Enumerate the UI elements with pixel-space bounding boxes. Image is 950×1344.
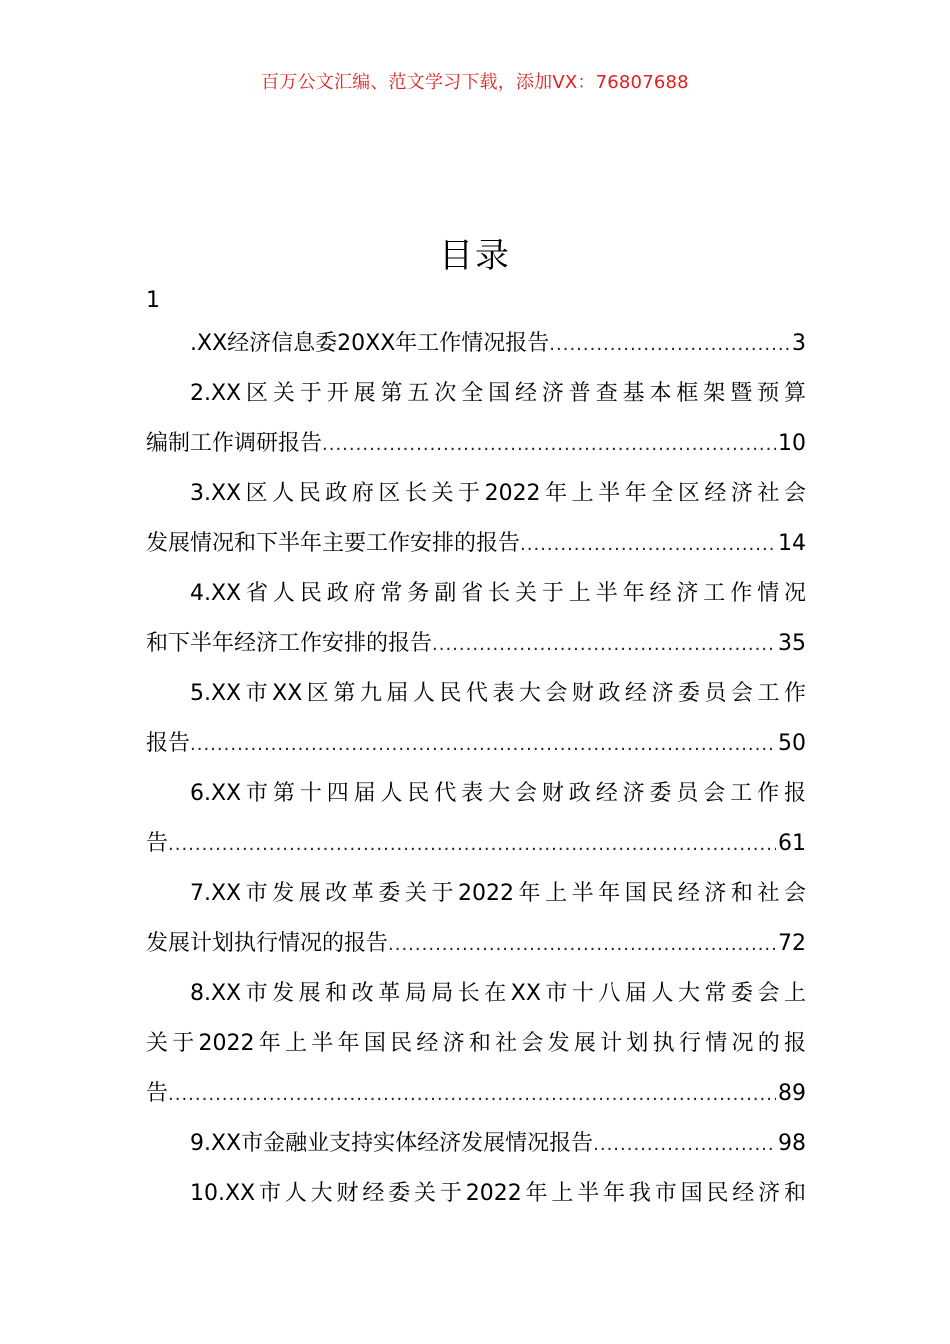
toc-page-number: 14 xyxy=(778,531,806,556)
toc-entry-line: 关于2022年上半年国民经济和社会发展计划执行情况的报 xyxy=(146,1031,806,1056)
toc-entry[interactable] xyxy=(146,369,806,469)
toc-entry-last-line xyxy=(146,1069,806,1119)
toc-entry-title: 发展情况和下半年主要工作安排的报告 xyxy=(146,531,521,556)
toc-dot-leader xyxy=(432,620,776,669)
toc-lead-number: 1 xyxy=(146,288,160,313)
toc-entry-line: 2.XX区关于开展第五次全国经济普查基本框架暨预算 xyxy=(190,381,806,406)
toc-page-number: 72 xyxy=(778,931,806,956)
toc-dot-leader xyxy=(190,720,776,769)
toc-dot-leader xyxy=(388,920,776,969)
toc-entry[interactable] xyxy=(146,969,806,1119)
toc-entries xyxy=(146,319,806,1219)
toc-entry[interactable] xyxy=(146,319,806,369)
toc-entry-last-line xyxy=(146,319,806,369)
toc-entry-title: 告 xyxy=(146,831,169,856)
toc-entry-title: 报告 xyxy=(146,731,191,756)
toc-dot-leader xyxy=(322,420,776,469)
toc-entry-title: 发展计划执行情况的报告 xyxy=(146,931,389,956)
toc-entry-title: 和下半年经济工作安排的报告 xyxy=(146,631,433,656)
toc-entry[interactable] xyxy=(146,669,806,769)
toc-entry[interactable] xyxy=(146,869,806,969)
toc-entry-title: 9.XX市金融业支持实体经济发展情况报告 xyxy=(190,1131,594,1156)
toc-entry-title: 告 xyxy=(146,1081,169,1106)
page-title: 目录 xyxy=(439,236,511,276)
toc-entry-last-line xyxy=(146,919,806,969)
toc-page-number: 3 xyxy=(792,331,806,356)
toc-entry-last-line xyxy=(146,619,806,669)
toc-page-number: 98 xyxy=(778,1131,806,1156)
toc-entry[interactable] xyxy=(146,769,806,869)
toc-entry-line: 10.XX市人大财经委关于2022年上半年我市国民经济和 xyxy=(190,1181,806,1206)
toc-entry-line: 5.XX市XX区第九届人民代表大会财政经济委员会工作 xyxy=(190,681,806,706)
toc-page-number: 50 xyxy=(778,731,806,756)
toc-page-number: 35 xyxy=(778,631,806,656)
toc-entry[interactable] xyxy=(146,1169,806,1219)
toc-entry-last-line xyxy=(146,419,806,469)
toc-entry[interactable] xyxy=(146,1119,806,1169)
table-of-contents xyxy=(146,283,806,1219)
toc-entry-title: .XX经济信息委20XX年工作情况报告 xyxy=(190,331,550,356)
toc-entry[interactable] xyxy=(146,569,806,669)
toc-dot-leader xyxy=(168,820,776,869)
watermark-header: 百万公文汇编、范文学习下载，添加VX：76807688 xyxy=(261,72,689,93)
toc-entry-line: 7.XX市发展改革委关于2022年上半年国民经济和社会 xyxy=(190,881,806,906)
toc-entry-last-line xyxy=(146,819,806,869)
toc-entry-line: 4.XX省人民政府常务副省长关于上半年经济工作情况 xyxy=(190,581,806,606)
toc-dot-leader xyxy=(168,1070,776,1119)
toc-dot-leader xyxy=(549,320,790,369)
toc-entry-line: 6.XX市第十四届人民代表大会财政经济委员会工作报 xyxy=(190,781,806,806)
toc-dot-leader xyxy=(593,1120,776,1169)
toc-dot-leader xyxy=(520,520,776,569)
toc-entry-last-line xyxy=(146,519,806,569)
toc-entry[interactable] xyxy=(146,469,806,569)
toc-page-number: 10 xyxy=(778,431,806,456)
toc-entry-line: 8.XX市发展和改革局局长在XX市十八届人大常委会上 xyxy=(190,981,806,1006)
toc-page-number: 89 xyxy=(778,1081,806,1106)
toc-page-number: 61 xyxy=(778,831,806,856)
toc-entry-last-line xyxy=(146,719,806,769)
toc-entry-line: 3.XX区人民政府区长关于2022年上半年全区经济社会 xyxy=(190,481,806,506)
toc-entry-last-line xyxy=(146,1119,806,1169)
toc-entry-title: 编制工作调研报告 xyxy=(146,431,323,456)
